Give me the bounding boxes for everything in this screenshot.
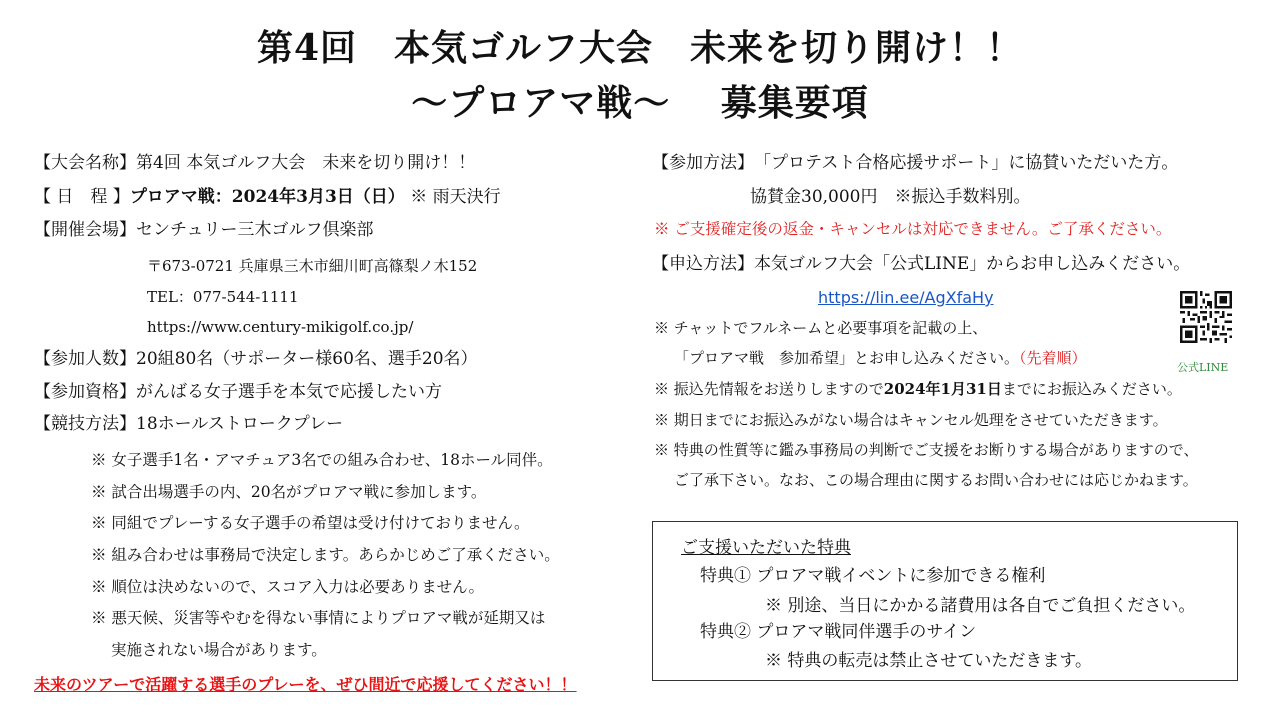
- fee-text: 協賛金30,000円 ※振込手数料別。: [750, 187, 1031, 207]
- eligibility-key: 【参加資格】: [34, 382, 136, 402]
- event-name-key: 【大会名称】: [34, 153, 136, 173]
- venue-url: https://www.century-mikigolf.co.jp/: [147, 318, 414, 336]
- page-title: 第4回 本気ゴルフ大会 未来を切り開け！！: [256, 27, 1024, 69]
- decline-note-1: ※ 特典の性質等に鑑み事務局の判断でご支援をお断りする場合がありますので、: [654, 441, 1199, 459]
- format-row: [34, 416, 343, 433]
- format-note-7: 実施されない場合があります。: [111, 641, 327, 659]
- qr-code-image[interactable]: [1180, 291, 1232, 343]
- format-note-4: ※ 組み合わせは事務局で決定します。あらかじめご了承ください。: [91, 546, 560, 564]
- method-value: 「プロテスト合格応援サポート」に協賛いただいた方。: [754, 153, 1179, 173]
- venue-row: [34, 222, 374, 239]
- event-name-row: [34, 155, 475, 172]
- eligibility-row: [34, 384, 442, 401]
- eligibility-value: がんばる女子選手を本気で応援したい方: [136, 382, 442, 402]
- chat-note-2-first-come: （先着順）: [1019, 349, 1087, 367]
- apply-row: [652, 256, 1190, 273]
- event-name-value: 第4回 本気ゴルフ大会 未来を切り開け！！: [136, 153, 476, 173]
- schedule-note: ※ 雨天決行: [410, 187, 501, 207]
- venue-tel: TEL：077-544-1111: [147, 288, 299, 306]
- benefit-2: 特典② プロアマ戦同伴選手のサイン: [700, 622, 977, 642]
- apply-value: 本気ゴルフ大会「公式LINE」からお申し込みください。: [754, 254, 1191, 274]
- chat-note-2-text: 「プロアマ戦 参加希望」とお申し込みください。: [674, 349, 1020, 367]
- schedule-row: [34, 189, 501, 206]
- format-key: 【競技方法】: [34, 414, 136, 434]
- schedule-key: 【 日 程 】: [34, 187, 130, 207]
- participants-row: [34, 351, 478, 368]
- refund-note: ※ ご支援確定後の返金・キャンセルは対応できません。ご了承ください。: [654, 220, 1172, 238]
- format-note-6: ※ 悪天候、災害等やむを得ない事情によりプロアマ戦が延期又は: [91, 609, 546, 627]
- page-subtitle: ～プロアマ戦～ 募集要項: [411, 82, 869, 124]
- transfer-note-b: までにお振込みください。: [1001, 380, 1182, 398]
- format-note-2: ※ 試合出場選手の内、20名がプロアマ戦に参加します。: [91, 483, 487, 501]
- transfer-note-a: ※ 振込先情報をお送りしますので: [654, 380, 884, 398]
- venue-key: 【開催会場】: [34, 220, 136, 240]
- format-value: 18ホールストロークプレー: [136, 414, 344, 434]
- benefits-box: [652, 521, 1238, 681]
- apply-key: 【申込方法】: [652, 254, 754, 274]
- transfer-note: [654, 382, 1182, 397]
- chat-note-2: [674, 351, 1087, 366]
- decline-note-2: ご了承下さい。なお、この場合理由に関するお問い合わせには応じかねます。: [674, 471, 1198, 489]
- schedule-value: プロアマ戦：2024年3月3日（日）: [129, 187, 405, 207]
- benefits-heading: ご支援いただいた特典: [681, 538, 851, 558]
- method-key: 【参加方法】: [652, 153, 754, 173]
- benefit-2-note: ※ 特典の転売は禁止させていただきます。: [765, 651, 1093, 671]
- line-link[interactable]: https://lin.ee/AgXfaHy: [818, 288, 994, 307]
- venue-value: センチュリー三木ゴルフ倶楽部: [136, 220, 374, 240]
- method-row: [652, 155, 1178, 172]
- participants-value: 20組80名（サポーター様60名、選手20名）: [136, 349, 478, 369]
- format-note-5: ※ 順位は決めないので、スコア入力は必要ありません。: [91, 578, 485, 596]
- participants-key: 【参加人数】: [34, 349, 136, 369]
- transfer-note-deadline: 2024年1月31日: [883, 380, 1002, 398]
- benefit-1: 特典① プロアマ戦イベントに参加できる権利: [700, 566, 1046, 586]
- format-note-3: ※ 同組でプレーする女子選手の希望は受け付けておりません。: [91, 514, 530, 532]
- format-note-1: ※ 女子選手1名・アマチュア3名での組み合わせ、18ホール同伴。: [91, 451, 553, 469]
- benefit-1-note: ※ 別途、当日にかかる諸費用は各自でご負担ください。: [765, 596, 1196, 616]
- line-link-row: [818, 290, 994, 307]
- closing-message: 未来のツアーで活躍する選手のプレーを、ぜひ間近で応援してください！！: [34, 675, 577, 694]
- qr-label: 公式LINE: [1177, 361, 1229, 374]
- venue-address: 〒673-0721 兵庫県三木市細川町高篠梨ノ木152: [147, 257, 478, 275]
- chat-note-1: ※ チャットでフルネームと必要事項を記載の上、: [654, 319, 988, 337]
- cancel-note: ※ 期日までにお振込みがない場合はキャンセル処理をさせていただきます。: [654, 411, 1168, 429]
